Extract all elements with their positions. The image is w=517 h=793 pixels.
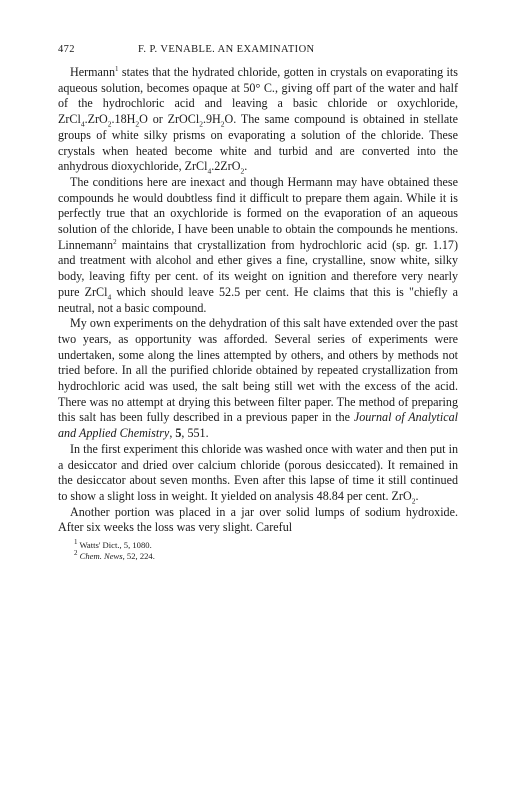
page-number: 472 bbox=[58, 44, 75, 55]
footnote-1: $^1$ Watts' Dict., 5, 1080. bbox=[74, 538, 152, 551]
page bbox=[58, 44, 458, 561]
paragraph-5: Another portion was placed in a jar over solid lumps of sodium hydroxide. After six weeks the loss was very slight. Careful bbox=[58, 504, 458, 535]
footnote-2: $^2$ Chem. News, 52, 224. bbox=[74, 548, 155, 561]
paragraph-3: My own experiments on the dehydration of this salt have extended over the past two years, as opportunity was afforded. Several series of experiments were undertaken, some along the lines attempted by others, and others by methods not tried before. In all the purified chloride obtained by repeated crystallization from hydrochloric acid was used, the salt being still wet with the excess of the acid. There was no attempt at drying this between filter paper. The method of preparing this salt has been fully described in a previous paper in the Journal of Analytical and Applied Chemistry, 5, 551. bbox=[58, 316, 459, 441]
running-title: F. P. VENABLE. AN EXAMINATION bbox=[138, 44, 315, 55]
paragraph-1: Hermann$^1$ states that the hydrated chloride, gotten in crystals on evaporating its aqueous solution, becomes opaque at 50° C., giving off part of the water and half of the hydrochloric acid and leaving a basic chloride or oxychloride, $ZrCl_4.ZrO_2.18H_2O$ or $ZrOCl_2.9H_2O$. The same compound is obtained in stellate groups of white silky prisms on evaporating a solution of the chloride. These crystals when heated become white and turbid and are converted into the anhydrous dioxychloride, ZrCl$_4$.2ZrO$_2$. bbox=[58, 64, 458, 176]
paragraph-4: In the first experiment this chloride was washed once with water and then put in a desiccator and dried over calcium chloride (porous desiccated). It remained in the desiccator about seven months. Even after this lapse of time it still continued to show a slight loss in weight. It yielded on analysis 48.84 per cent. ZrO$_2$. bbox=[58, 441, 458, 506]
running-header bbox=[58, 44, 458, 55]
paragraph-2: The conditions here are inexact and though Hermann may have obtained these compounds he would doubtless find it difficult to prepare them again. While it is perfectly true that an oxychloride is formed on the evaporation of an aqueous solution of the chloride, I have been unable to obtain the compounds he mentions. Linnemann$^2$ maintains that crystallization from hydrochloric acid (sp. gr. 1.17) and treatment with alcohol and ether gives a fine, crystalline, snow white, silky body, leaving fifty per cent. of its weight on ignition and therefore very nearly pure ZrCl$_4$ which should leave 52.5 per cent. He claims that this is "chiefly a neutral, not a basic compound. bbox=[58, 174, 459, 315]
body-text bbox=[58, 65, 458, 536]
footnotes bbox=[58, 540, 458, 561]
